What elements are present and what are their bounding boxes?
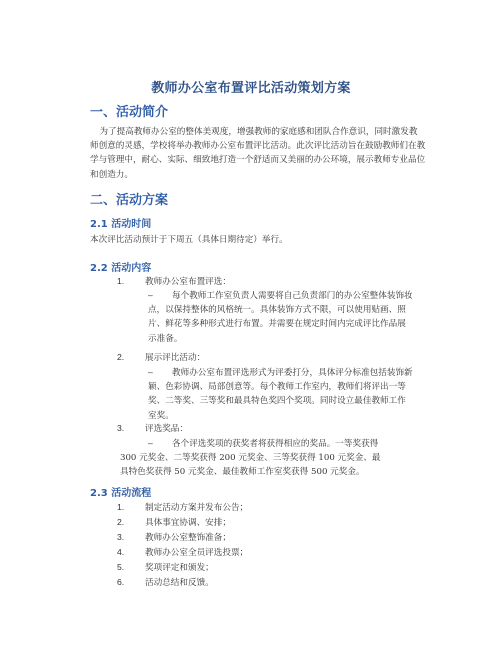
process-step-1 bbox=[117, 500, 248, 515]
item-label: 展示评比活动： bbox=[145, 353, 206, 363]
item-label: 教师办公室布置评选： bbox=[145, 277, 231, 287]
content-item-2 bbox=[117, 350, 205, 365]
item-number: 1. bbox=[117, 276, 125, 286]
content-item-1-detail bbox=[148, 288, 414, 346]
step-number: 2. bbox=[117, 517, 125, 527]
process-step-6 bbox=[117, 575, 214, 590]
step-number: 3. bbox=[117, 532, 125, 542]
content-item-3 bbox=[117, 421, 188, 436]
time-paragraph: 本次评比活动预计于下周五（具体日期待定）举行。 bbox=[90, 235, 288, 245]
item-label: 评选奖品： bbox=[145, 424, 188, 434]
content-item-2-detail bbox=[148, 365, 414, 423]
step-number: 5. bbox=[117, 562, 125, 572]
dash-bullet: – bbox=[148, 290, 153, 300]
item-detail: 各个评选奖项的获奖者将获得相应的奖品。一等奖获得 300 元奖金、二等奖获得 200 元奖金、三等奖获得 100 元奖金、最具特色奖获得 50 元奖金、最佳教师工作室奖获得 500 元奖金。 bbox=[120, 439, 381, 478]
step-number: 1. bbox=[117, 502, 125, 512]
process-step-4 bbox=[117, 545, 248, 560]
step-text: 奖项评定和颁发； bbox=[145, 563, 214, 573]
step-text: 教师办公室整饰准备； bbox=[145, 533, 231, 543]
item-number: 3. bbox=[117, 423, 125, 433]
content-item-3-detail bbox=[120, 436, 382, 480]
step-text: 制定活动方案并发布公告； bbox=[145, 503, 249, 513]
section-heading-plan: 二、活动方案 bbox=[90, 193, 169, 208]
step-text: 教师办公室全员评选投票； bbox=[145, 548, 249, 558]
dash-bullet: – bbox=[148, 438, 153, 448]
subsection-heading-process: 2.3 活动流程 bbox=[90, 488, 152, 499]
subsection-heading-time: 2.1 活动时间 bbox=[90, 219, 152, 230]
step-text: 活动总结和反馈。 bbox=[145, 578, 214, 588]
section-heading-intro: 一、活动简介 bbox=[90, 105, 169, 120]
step-text: 具体事宜协调、安排； bbox=[145, 518, 231, 528]
dash-bullet: – bbox=[148, 367, 153, 377]
process-step-5 bbox=[117, 560, 214, 575]
step-number: 4. bbox=[117, 547, 125, 557]
content-item-1 bbox=[117, 274, 231, 289]
item-detail: 每个教师工作室负责人需要将自己负责部门的办公室整体装饰妆点，以保持整体的风格统一。具体装饰方式不限，可以使用贴画、照片、鲜花等多种形式进行布置。并需要在规定时间内完成评比作品展示准备。 bbox=[148, 291, 413, 344]
intro-paragraph: 为了提高教师办公室的整体美观度，增强教师的家庭感和团队合作意识，同时激发教师创意的灵感，学校将举办教师办公室布置评比活动。此次评比活动旨在鼓励教师们在教学与管理中，耐心、实际、细致地打造一个舒适而又美丽的办公环境，展示教师专业品位和创造力。 bbox=[90, 127, 426, 180]
document-title: 教师办公室布置评比活动策划方案 bbox=[151, 81, 351, 96]
item-number: 2. bbox=[117, 352, 125, 362]
step-number: 6. bbox=[117, 577, 125, 587]
process-step-3 bbox=[117, 530, 231, 545]
process-step-2 bbox=[117, 515, 231, 530]
item-detail: 教师办公室布置评选形式为评委打分，具体评分标准包括装饰新颖、色彩协调、局部创意等。每个教师工作室内，教师们将评出一等奖、二等奖、三等奖和最具特色奖四个奖项。同时设立最佳教师工作室奖。 bbox=[148, 368, 413, 421]
subsection-heading-content: 2.2 活动内容 bbox=[90, 263, 152, 274]
